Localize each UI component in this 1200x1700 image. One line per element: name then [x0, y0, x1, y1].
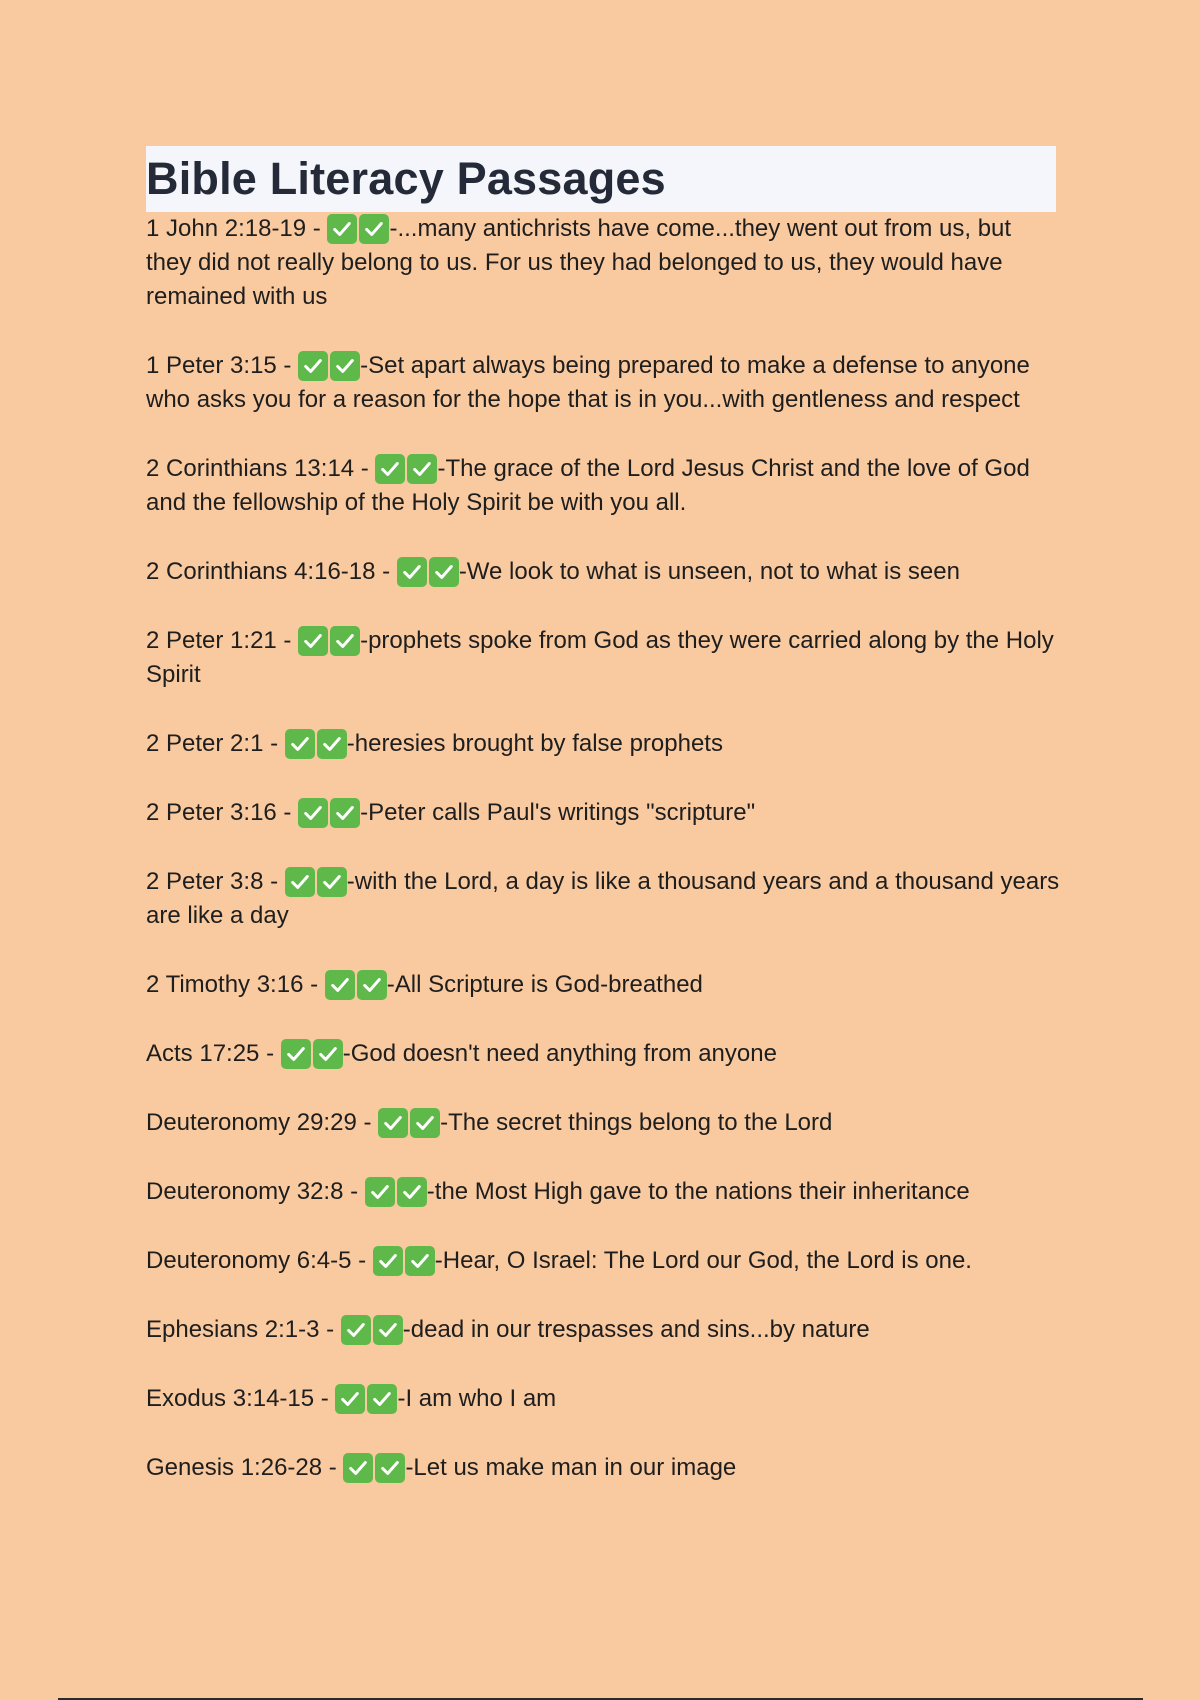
check-marks	[298, 351, 360, 381]
check-mark-button-icon	[407, 454, 437, 484]
passage-summary: -heresies brought by false prophets	[346, 730, 723, 757]
check-mark-button-icon	[367, 1384, 397, 1414]
passage-summary: -the Most High gave to the nations their inheritance	[426, 1178, 970, 1205]
passage-summary: -The secret things belong to the Lord	[440, 1109, 833, 1136]
check-mark-button-icon	[330, 626, 360, 656]
passage-reference: Deuteronomy 32:8 -	[146, 1178, 365, 1205]
passage-reference: 2 Peter 1:21 -	[146, 627, 299, 654]
passage-reference: 2 Corinthians 13:14 -	[146, 455, 376, 482]
passage-reference: Deuteronomy 6:4-5 -	[146, 1247, 373, 1274]
passage-summary: -We look to what is unseen, not to what is seen	[458, 558, 960, 585]
check-mark-button-icon	[285, 729, 315, 759]
check-mark-button-icon	[317, 867, 347, 897]
check-mark-button-icon	[375, 454, 405, 484]
check-marks	[375, 454, 437, 484]
check-mark-button-icon	[327, 214, 357, 244]
check-mark-button-icon	[397, 557, 427, 587]
passage-summary: -God doesn't need anything from anyone	[342, 1040, 777, 1067]
passage-entry	[146, 1244, 1061, 1278]
check-mark-button-icon	[359, 214, 389, 244]
check-mark-button-icon	[341, 1315, 371, 1345]
document-page	[146, 146, 1060, 1520]
passage-summary: -Peter calls Paul's writings "scripture"	[360, 799, 756, 826]
passage-reference: 2 Peter 3:8 -	[146, 868, 285, 895]
check-marks	[281, 1039, 343, 1069]
passage-entry	[146, 796, 1061, 830]
check-mark-button-icon	[357, 970, 387, 1000]
passage-summary: -All Scripture is God-breathed	[386, 971, 703, 998]
passage-reference: Genesis 1:26-28 -	[146, 1454, 344, 1481]
check-mark-button-icon	[405, 1246, 435, 1276]
check-marks	[343, 1453, 405, 1483]
passage-list	[146, 212, 1060, 1485]
check-mark-button-icon	[343, 1453, 373, 1483]
passage-reference: Exodus 3:14-15 -	[146, 1385, 336, 1412]
check-marks	[285, 729, 347, 759]
check-mark-button-icon	[330, 351, 360, 381]
check-mark-button-icon	[298, 351, 328, 381]
passage-entry	[146, 968, 1061, 1002]
passage-reference: 2 Corinthians 4:16-18 -	[146, 558, 397, 585]
passage-reference: 2 Peter 2:1 -	[146, 730, 285, 757]
check-mark-button-icon	[410, 1108, 440, 1138]
check-marks	[365, 1177, 427, 1207]
check-marks	[341, 1315, 403, 1345]
check-mark-button-icon	[317, 729, 347, 759]
passage-reference: Deuteronomy 29:29 -	[146, 1109, 379, 1136]
passage-entry	[146, 349, 1061, 417]
title-bar	[146, 146, 1056, 212]
passage-summary: -dead in our trespasses and sins...by nature	[402, 1316, 870, 1343]
check-mark-button-icon	[330, 798, 360, 828]
passage-reference: Ephesians 2:1-3 -	[146, 1316, 341, 1343]
check-mark-button-icon	[375, 1453, 405, 1483]
check-mark-button-icon	[298, 798, 328, 828]
passage-entry	[146, 1106, 1061, 1140]
check-marks	[397, 557, 459, 587]
check-mark-button-icon	[325, 970, 355, 1000]
passage-entry	[146, 865, 1061, 933]
check-mark-button-icon	[298, 626, 328, 656]
check-mark-button-icon	[429, 557, 459, 587]
passage-reference: 2 Timothy 3:16 -	[146, 971, 325, 998]
check-mark-button-icon	[373, 1246, 403, 1276]
check-marks	[325, 970, 387, 1000]
passage-reference: Acts 17:25 -	[146, 1040, 281, 1067]
passage-reference: 1 Peter 3:15 -	[146, 352, 299, 379]
passage-entry	[146, 452, 1061, 520]
passage-summary: -The grace of the Lord Jesus Christ and the love of God and the fellowship of the Holy Spirit be with you all.	[146, 455, 1030, 516]
passage-summary: -Hear, O Israel: The Lord our God, the Lord is one.	[434, 1247, 972, 1274]
passage-summary: -Set apart always being prepared to make a defense to anyone who asks you for a reason for the hope that is in you...with gentleness and respect	[146, 352, 1030, 413]
passage-summary: -...many antichrists have come...they went out from us, but they did not really belong to us. For us they had belonged to us, they would have remained with us	[146, 215, 1012, 310]
check-marks	[327, 214, 389, 244]
check-mark-button-icon	[335, 1384, 365, 1414]
check-mark-button-icon	[365, 1177, 395, 1207]
passage-reference: 2 Peter 3:16 -	[146, 799, 299, 826]
check-marks	[285, 867, 347, 897]
passage-entry	[146, 1313, 1061, 1347]
check-mark-button-icon	[397, 1177, 427, 1207]
passage-reference: 1 John 2:18-19 -	[146, 215, 328, 242]
check-mark-button-icon	[285, 867, 315, 897]
check-mark-button-icon	[313, 1039, 343, 1069]
passage-entry	[146, 1382, 1061, 1416]
check-mark-button-icon	[281, 1039, 311, 1069]
passage-entry	[146, 1175, 1061, 1209]
check-marks	[298, 798, 360, 828]
check-marks	[298, 626, 360, 656]
passage-entry	[146, 212, 1061, 314]
page-title: Bible Literacy Passages	[146, 153, 666, 204]
check-marks	[335, 1384, 397, 1414]
passage-entry	[146, 624, 1061, 692]
check-mark-button-icon	[378, 1108, 408, 1138]
passage-summary: -prophets spoke from God as they were carried along by the Holy Spirit	[146, 627, 1054, 688]
passage-entry	[146, 555, 1061, 589]
passage-summary: -I am who I am	[397, 1385, 557, 1412]
check-marks	[373, 1246, 435, 1276]
check-mark-button-icon	[373, 1315, 403, 1345]
passage-entry	[146, 1451, 1061, 1485]
check-marks	[378, 1108, 440, 1138]
passage-summary: -Let us make man in our image	[405, 1454, 737, 1481]
passage-entry	[146, 727, 1061, 761]
passage-entry	[146, 1037, 1061, 1071]
passage-summary: -with the Lord, a day is like a thousand years and a thousand years are like a day	[146, 868, 1060, 929]
